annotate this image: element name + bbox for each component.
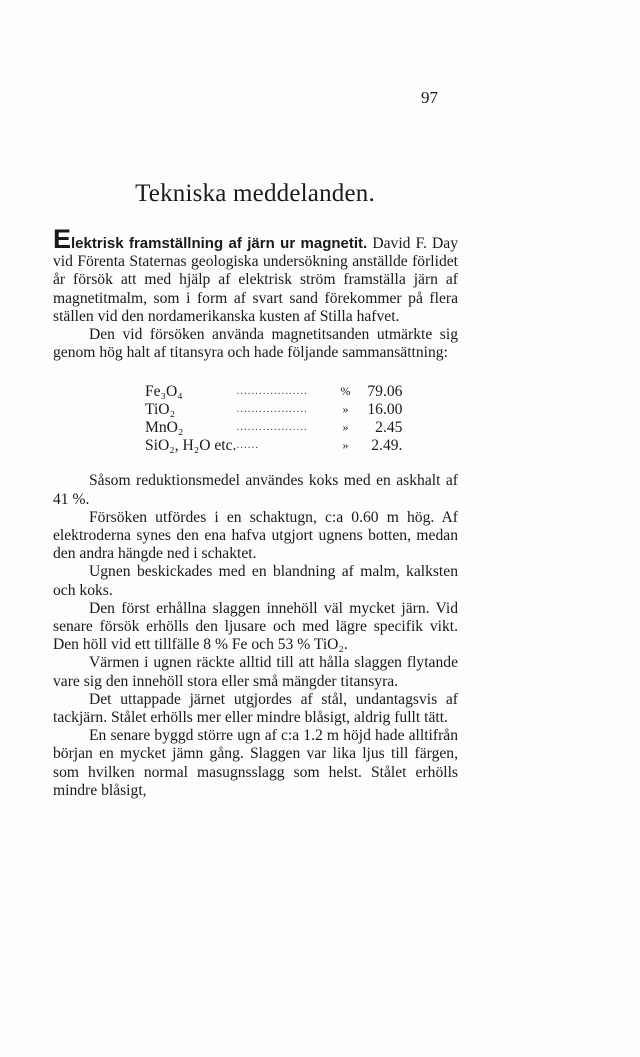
article-paragraph-2: Den vid försöken använda magnetitsanden utmärkte sig genom hög halt af titansyra och hade följande sammansättning:	[53, 326, 458, 362]
section-title: Tekniska meddelanden.	[135, 180, 375, 207]
paragraph-1-text: David F. Day vid Förenta Staternas geologiska undersökning anställde förlidet år försök att med hjälp af elektrisk ström framställa järn af magnetitmalm, som i form af svart sand förekommer på flera ställen vid den nordamerikanska kusten af Stilla hafvet.	[53, 235, 458, 325]
table-row	[145, 382, 402, 400]
article-body	[53, 224, 458, 800]
value-cell: 79.06	[367, 383, 403, 401]
leader-dots: ......	[236, 439, 259, 452]
unit-cell: »	[342, 420, 349, 435]
article-paragraph-9: En senare byggd större ugn af c:a 1.2 m höjd hade alltifrån början en mycket jämn gång. Slaggen var lika ljus till färgen, som hvilken normal masugnsslagg som helst. Stålet erhölls mindre blåsigt,	[53, 727, 458, 799]
leader-dots: ...................	[236, 421, 308, 434]
article-paragraph-8: Det uttappade järnet utgjordes af stål, undantagsvis af tackjärn. Stålet erhölls mer eller mindre blåsigt, aldrig fullt tätt.	[53, 690, 458, 727]
article-paragraph-3: Såsom reduktionsmedel användes koks med en askhalt af 41 %.	[53, 472, 458, 508]
article-paragraph-5: Ugnen beskickades med en blandning af malm, kalksten och koks.	[53, 563, 458, 599]
value-cell: 2.49.	[371, 437, 403, 455]
table-row	[145, 436, 402, 454]
unit-cell: %	[340, 384, 351, 399]
unit-cell: »	[342, 438, 349, 453]
formula-cell: MnO₂	[145, 419, 184, 437]
value-cell: 2.45	[375, 419, 403, 437]
article-paragraph-7: Värmen i ugnen räckte alltid till att hålla slaggen flytande vare sig den innehöll stora eller små mängder titansyra.	[53, 654, 458, 690]
unit-cell: »	[342, 402, 349, 417]
value-cell: 16.00	[367, 401, 403, 419]
article-paragraph-6: Den först erhållna slaggen innehöll väl mycket järn. Vid senare försök erhölls den ljusare och med lägre specifik vikt. Den höll vid ett tillfälle 8 % Fe och 53 % TiO₂.	[53, 599, 458, 654]
leader-dots: ...................	[236, 385, 308, 398]
lead-initial: E	[53, 224, 72, 254]
article-heading: lektrisk framställning af järn ur magnetit.	[71, 235, 368, 252]
formula-cell: Fe₃O₄	[145, 383, 183, 401]
table-row	[145, 400, 402, 418]
formula-cell: SiO₂, H₂O etc.	[145, 437, 237, 455]
page-number: 97	[421, 88, 438, 107]
leader-dots: ...................	[236, 403, 308, 416]
composition-table	[145, 382, 402, 454]
article-paragraph-4: Försöken utfördes i en schaktugn, c:a 0.60 m hög. Af elektroderna synes den ena hafva utgjort ugnens botten, medan den andra hängde ned i schaktet.	[53, 508, 458, 563]
formula-cell: TiO₂	[145, 401, 176, 419]
article-paragraph-1	[53, 224, 458, 326]
table-row	[145, 418, 402, 436]
